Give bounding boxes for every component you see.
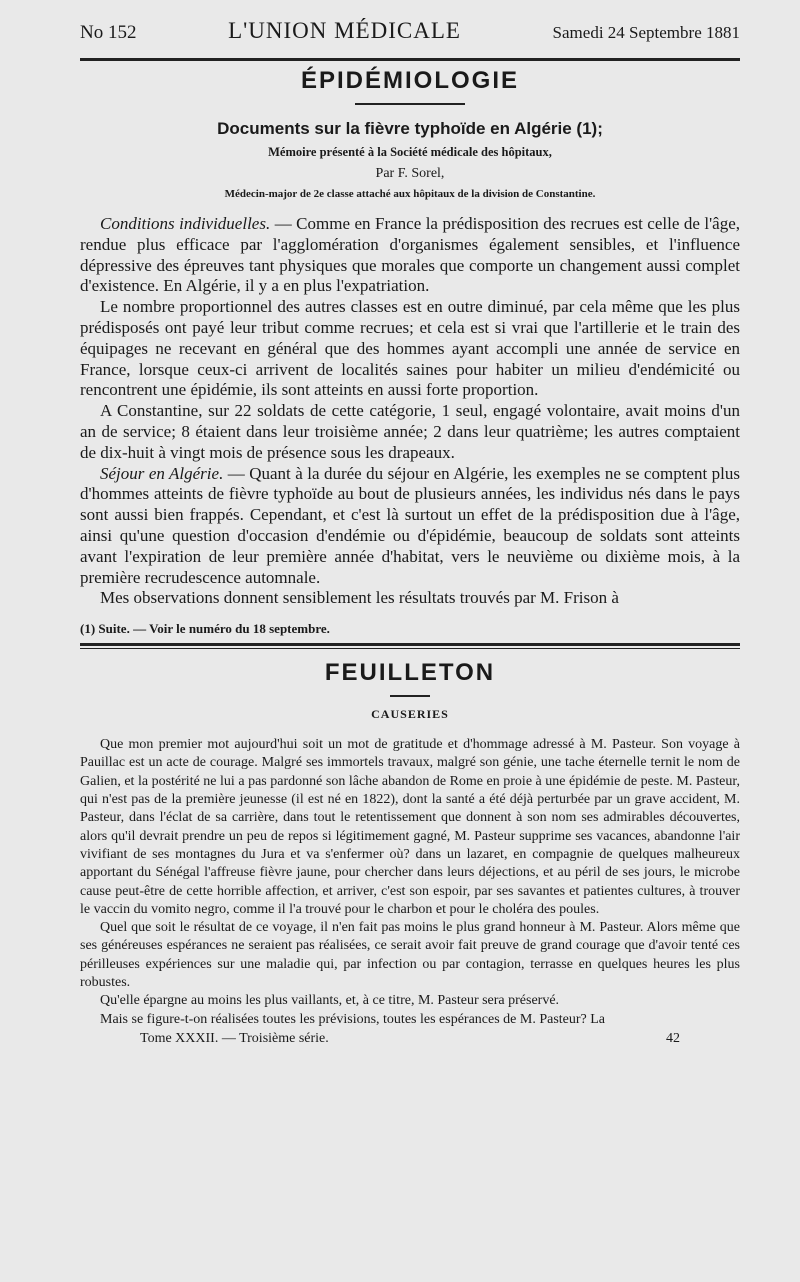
paragraph: A Constantine, sur 22 soldats de cette catégorie, 1 seul, engagé volontaire, avait moins d'un an de service; 8 étaient dans leur troisième année; 2 dans leur quatrième; les autres comptaient de dix-huit à vingt mois de présence sous les drapeaux. (80, 401, 740, 462)
journal-title: L'UNION MÉDICALE (228, 18, 461, 43)
title-divider (390, 695, 430, 697)
author-rank: Médecin-major de 2e classe attaché aux hôpitaux de la division de Constantine. (224, 188, 596, 200)
feuilleton-subtitle: CAUSERIES (371, 707, 449, 722)
article-title: Documents sur la fièvre typhoïde en Algérie (1); (217, 119, 603, 138)
section-title-feuilleton: FEUILLETON (324, 659, 496, 687)
section-rule-thin (80, 648, 740, 649)
paragraph (80, 214, 740, 297)
paragraph: Mes observations donnent sensiblement les résultats trouvés par M. Frison à (100, 588, 619, 608)
paragraph-lead: Séjour en Algérie. (100, 463, 224, 483)
paragraph (80, 464, 740, 589)
title-divider (355, 103, 465, 105)
issue-number: No 152 (80, 22, 137, 43)
page-number: 42 (666, 1030, 680, 1046)
page-footer (80, 1031, 740, 1047)
paragraph: Que mon premier mot aujourd'hui soit un mot de gratitude et d'hommage adressé à M. Pasteur. Son voyage à Pauillac est un acte de courage. Malgré ses immortels travaux, malgré son génie, une tache éternelle ternit le nom de Galien, et la postérité ne lui a pas pardonné son lâche abandon de Rome en proie à une épidémie de peste. M. Pasteur, qui n'est pas de la première jeunesse (il est né en 1822), dont la santé a été déjà perturbée par un grave accident, M. Pasteur, dans l'éclat de sa carrière, dans tout le retentissement que donnent à son nom ses admirables découvertes, alors qu'il devrait prendre un peu de repos si légitimement gagné, M. Pasteur supprime ses vacances, abandonne l'air vivifiant de ses montagnes du Jura et va s'enfermer où? dans un lazaret, en compagnie de quelques malheureux apportant du Sénégal l'affreuse fièvre jaune, pour chercher dans leurs déjections, et au péril de ses jours, le microbe cause peut-être de cette horrible affection, et arriver, c'est son espoir, par ses savantes et patientes cultures, à trouver le vaccin du vomito negro, comme il l'a trouvé pour le charbon et pour le choléra des poules. (80, 737, 740, 917)
paragraph-text: — Comme en France la prédisposition des recrues est celle de l'âge, rendue plus efficace par l'agglomération d'organismes également sensibles, et l'influence dépressive des épreuves tant physiques que morales que comporte un changement aussi complet d'existence. En Algérie, il y a en plus l'expatriation. (80, 214, 740, 296)
footnote: (1) Suite. — Voir le numéro du 18 septembre. (80, 621, 330, 637)
feuilleton-body (80, 736, 740, 1029)
section-title-epidemiologie: ÉPIDÉMIOLOGIE (300, 67, 520, 94)
paragraph-text: — Quant à la durée du séjour en Algérie, les exemples ne se comptent plus d'hommes atteints de fièvre typhoïde au bout de plusieurs années, les individus nés dans le pays sont aussi bien frappés. Cependant, et c'est là surtout un effet de la prédisposition due à l'âge, ainsi qu'une question d'occasion d'endémie ou d'épidémie, beaucoup de soldats sont atteints avant l'expiration de leur première année d'habitat, vers le neuvième ou dixième mois, à la première recrudescence automnale. (80, 463, 740, 587)
article-body (80, 214, 740, 609)
paragraph: Quel que soit le résultat de ce voyage, il n'en fait pas moins le plus grand honneur à M. Pasteur. Alors même que ses généreuses espérances ne seraient pas réalisées, ce serait avoir fait preuve de grand courage que d'avoir tenté ces périlleuses expériences sur une maladie qui, par infection ou par contagion, terrasse en quelques heures les plus robustes. (80, 920, 740, 990)
header-rule (80, 58, 740, 61)
page-header (80, 18, 740, 52)
paragraph: Mais se figure-t-on réalisées toutes les prévisions, toutes les espérances de M. Pasteur? La (100, 1011, 606, 1027)
article-author: Par F. Sorel, (375, 166, 445, 181)
paragraph: Qu'elle épargne au moins les plus vaillants, et, à ce titre, M. Pasteur sera préservé. (100, 993, 560, 1009)
volume-info: Tome XXXII. — Troisième série. (140, 1030, 329, 1046)
section-rule (80, 643, 740, 646)
paragraph: Le nombre proportionnel des autres classes est en outre diminué, par cela même que les plus prédisposés ont payé leur tribut comme recrues; et cela est si vrai que l'artillerie et le train des équipages ne recevant en général que des hommes ayant accompli une année de service en France, lorsque ceux-ci arrivent de localités saines pour habiter un milieu d'endémicité ou rencontrent une épidémie, ils sont atteints en aussi forte proportion. (80, 297, 740, 400)
article-subtitle: Mémoire présenté à la Société médicale des hôpitaux, (268, 145, 552, 159)
issue-date: Samedi 24 Septembre 1881 (552, 23, 740, 42)
paragraph-lead: Conditions individuelles. (100, 214, 271, 233)
